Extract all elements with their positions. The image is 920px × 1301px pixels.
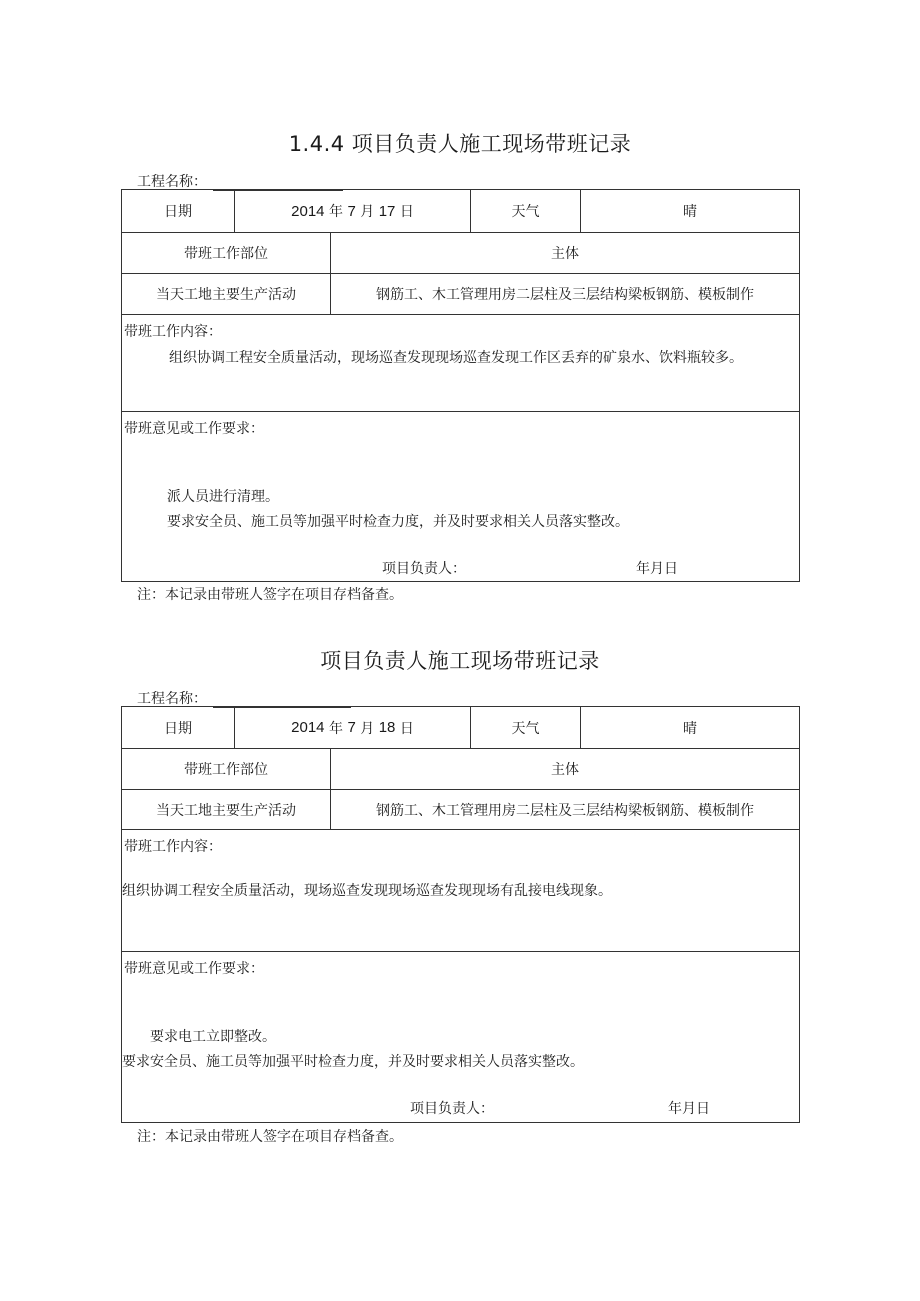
content-row xyxy=(122,315,799,412)
content-label: 带班工作内容： xyxy=(124,324,222,340)
content-text: 组织协调工程安全质量活动，现场巡查发现现场巡查发现现场有乱接电线现象。 xyxy=(122,883,612,899)
record-2-note: 注：本记录由带班人签字在项目存档备查。 xyxy=(137,1129,403,1145)
signer-label: 项目负责人： xyxy=(410,1101,494,1117)
record-2-project-name xyxy=(137,688,351,708)
activity-value: 钢筋工、木工管理用房二层柱及三层结构梁板钢筋、模板制作 xyxy=(330,274,799,314)
content-row xyxy=(122,830,799,952)
content-text: 组织协调工程安全质量活动，现场巡查发现现场巡查发现工作区丢弃的矿泉水、饮料瓶较多。 xyxy=(169,350,743,366)
activity-row xyxy=(122,274,799,315)
date-label: 日期 xyxy=(164,204,192,220)
work-area-row xyxy=(122,749,799,790)
activity-value: 钢筋工、木工管理用房二层柱及三层结构梁板钢筋、模板制作 xyxy=(330,790,799,829)
date-value: 2014 年 7 月 17 日 xyxy=(234,190,470,232)
project-name-label: 工程名称： xyxy=(137,174,207,190)
work-area-label: 带班工作部位 xyxy=(184,762,268,778)
record-2-title: 项目负责人施工现场带班记录 xyxy=(320,649,600,673)
opinion-row xyxy=(122,412,799,581)
activity-label: 当天工地主要生产活动 xyxy=(156,802,296,819)
activity-row xyxy=(122,790,799,830)
opinion-label: 带班意见或工作要求： xyxy=(124,961,264,977)
opinion-row xyxy=(122,952,799,1122)
work-area-row xyxy=(122,233,799,274)
weather-label: 天气 xyxy=(470,190,580,232)
work-area-value: 主体 xyxy=(330,749,799,789)
opinion-line-1: 派人员进行清理。 xyxy=(167,489,279,505)
signer-label: 项目负责人： xyxy=(382,561,466,577)
record-1-title: 1.4.4 项目负责人施工现场带班记录 xyxy=(288,132,632,156)
date-weather-row xyxy=(122,190,799,233)
date-weather-row xyxy=(122,707,799,749)
content-label: 带班工作内容： xyxy=(124,839,222,855)
opinion-line-2: 要求安全员、施工员等加强平时检查力度，并及时要求相关人员落实整改。 xyxy=(167,514,629,530)
activity-label: 当天工地主要生产活动 xyxy=(156,287,296,303)
opinion-line-2: 要求安全员、施工员等加强平时检查力度，并及时要求相关人员落实整改。 xyxy=(122,1054,584,1070)
date-value: 2014 年 7 月 18 日 xyxy=(234,707,470,748)
weather-value: 晴 xyxy=(580,707,799,748)
record-1-note: 注：本记录由带班人签字在项目存档备查。 xyxy=(137,587,403,603)
opinion-label: 带班意见或工作要求： xyxy=(124,421,264,437)
opinion-line-1: 要求电工立即整改。 xyxy=(150,1029,276,1045)
record-1-project-name xyxy=(137,171,343,191)
weather-label: 天气 xyxy=(470,707,580,748)
work-area-label: 带班工作部位 xyxy=(184,246,268,262)
sign-date: 年月日 xyxy=(636,561,678,577)
record-2-table xyxy=(121,706,800,1123)
weather-value: 晴 xyxy=(580,190,799,232)
work-area-value: 主体 xyxy=(330,233,799,273)
project-name-label: 工程名称： xyxy=(137,691,207,707)
sign-date: 年月日 xyxy=(668,1101,710,1117)
date-label: 日期 xyxy=(164,720,192,737)
record-1-table xyxy=(121,189,800,582)
